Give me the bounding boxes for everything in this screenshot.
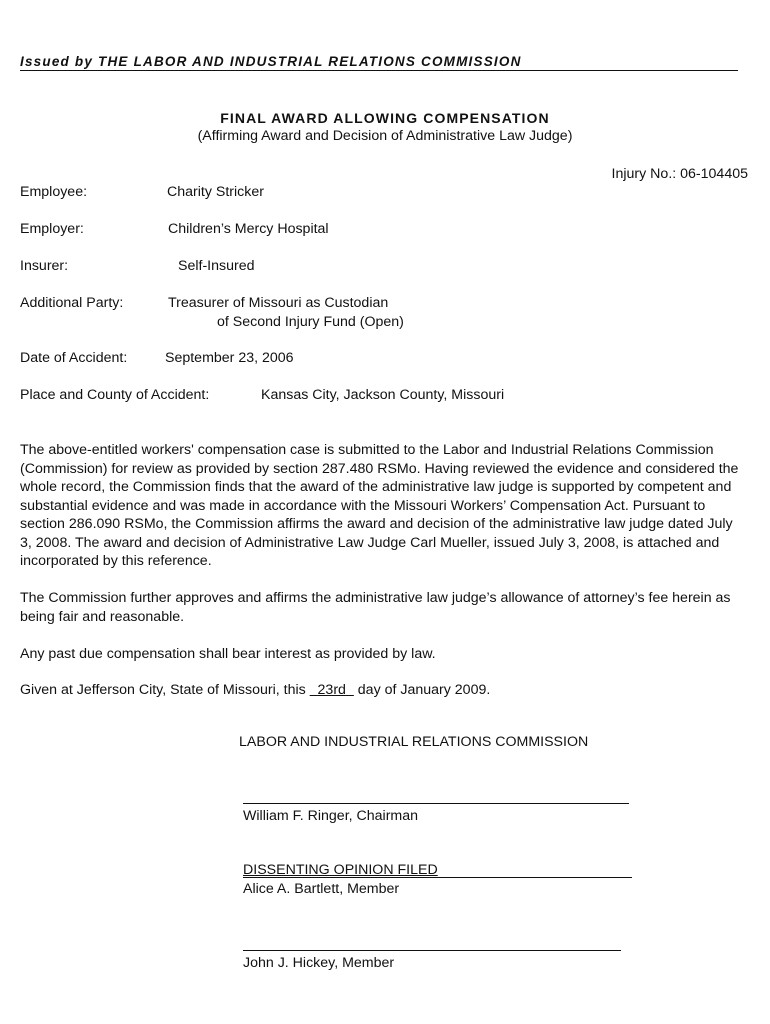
header-underline xyxy=(20,70,738,71)
additional-party-value-line2: of Second Injury Fund (Open) xyxy=(217,314,404,330)
member1-signature-line xyxy=(243,877,632,878)
commission-name: LABOR AND INDUSTRIAL RELATIONS COMMISSION xyxy=(239,734,589,750)
place-of-accident-value: Kansas City, Jackson County, Missouri xyxy=(261,387,505,403)
date-of-accident-value: September 23, 2006 xyxy=(165,350,294,366)
given-suffix: day of January 2009. xyxy=(353,682,491,698)
document-subtitle: (Affirming Award and Decision of Administrative Law Judge) xyxy=(197,128,573,144)
member2-signature-line xyxy=(243,950,621,951)
additional-party-value-line1: Treasurer of Missouri as Custodian xyxy=(168,295,389,311)
date-of-accident-label: Date of Accident: xyxy=(20,350,128,366)
place-of-accident-label: Place and County of Accident: xyxy=(20,387,210,403)
employee-label: Employee: xyxy=(20,184,88,200)
document-title: FINAL AWARD ALLOWING COMPENSATION xyxy=(220,110,550,126)
given-at-line xyxy=(20,682,490,698)
body-paragraph-2: The Commission further approves and affirms the administrative law judge’s allowance of attorney’s fee herein as being fair and reasonable. xyxy=(20,590,731,625)
issued-by-heading: Issued by THE LABOR AND INDUSTRIAL RELATIONS COMMISSION xyxy=(20,54,522,69)
body-paragraph-1: The above-entitled workers' compensation case is submitted to the Labor and Industrial Relations Commission (Commission) for review as provided by section 287.480 RSMo. Having reviewed the evidence and considered the whole record, the Commission finds that the award of the administrative law judge is supported by competent and substantial evidence and was made in accordance with the Missouri Workers’ Compensation Act. Pursuant to section 286.090 RSMo, the Commission affirms the award and decision of the administrative law judge dated July 3, 2008. The award and decision of Administrative Law Judge Carl Mueller, issued July 3, 2008, is attached and incorporated by this reference. xyxy=(20,442,739,569)
additional-party-label: Additional Party: xyxy=(20,295,124,311)
given-prefix: Given at Jefferson City, State of Missouri, this xyxy=(20,682,310,698)
employee-value: Charity Stricker xyxy=(167,184,264,200)
member2-name: John J. Hickey, Member xyxy=(243,955,395,971)
given-day: 23rd xyxy=(317,682,346,698)
employer-label: Employer: xyxy=(20,221,84,237)
insurer-label: Insurer: xyxy=(20,258,69,274)
injury-number: Injury No.: 06-104405 xyxy=(611,166,748,182)
member1-name: Alice A. Bartlett, Member xyxy=(243,881,400,897)
insurer-value: Self-Insured xyxy=(178,258,255,274)
dissenting-opinion-note: DISSENTING OPINION FILED xyxy=(243,862,438,878)
chairman-signature-line xyxy=(243,803,629,804)
chairman-name: William F. Ringer, Chairman xyxy=(243,808,419,824)
employer-value: Children’s Mercy Hospital xyxy=(168,221,329,237)
body-paragraph-3: Any past due compensation shall bear interest as provided by law. xyxy=(20,646,436,662)
